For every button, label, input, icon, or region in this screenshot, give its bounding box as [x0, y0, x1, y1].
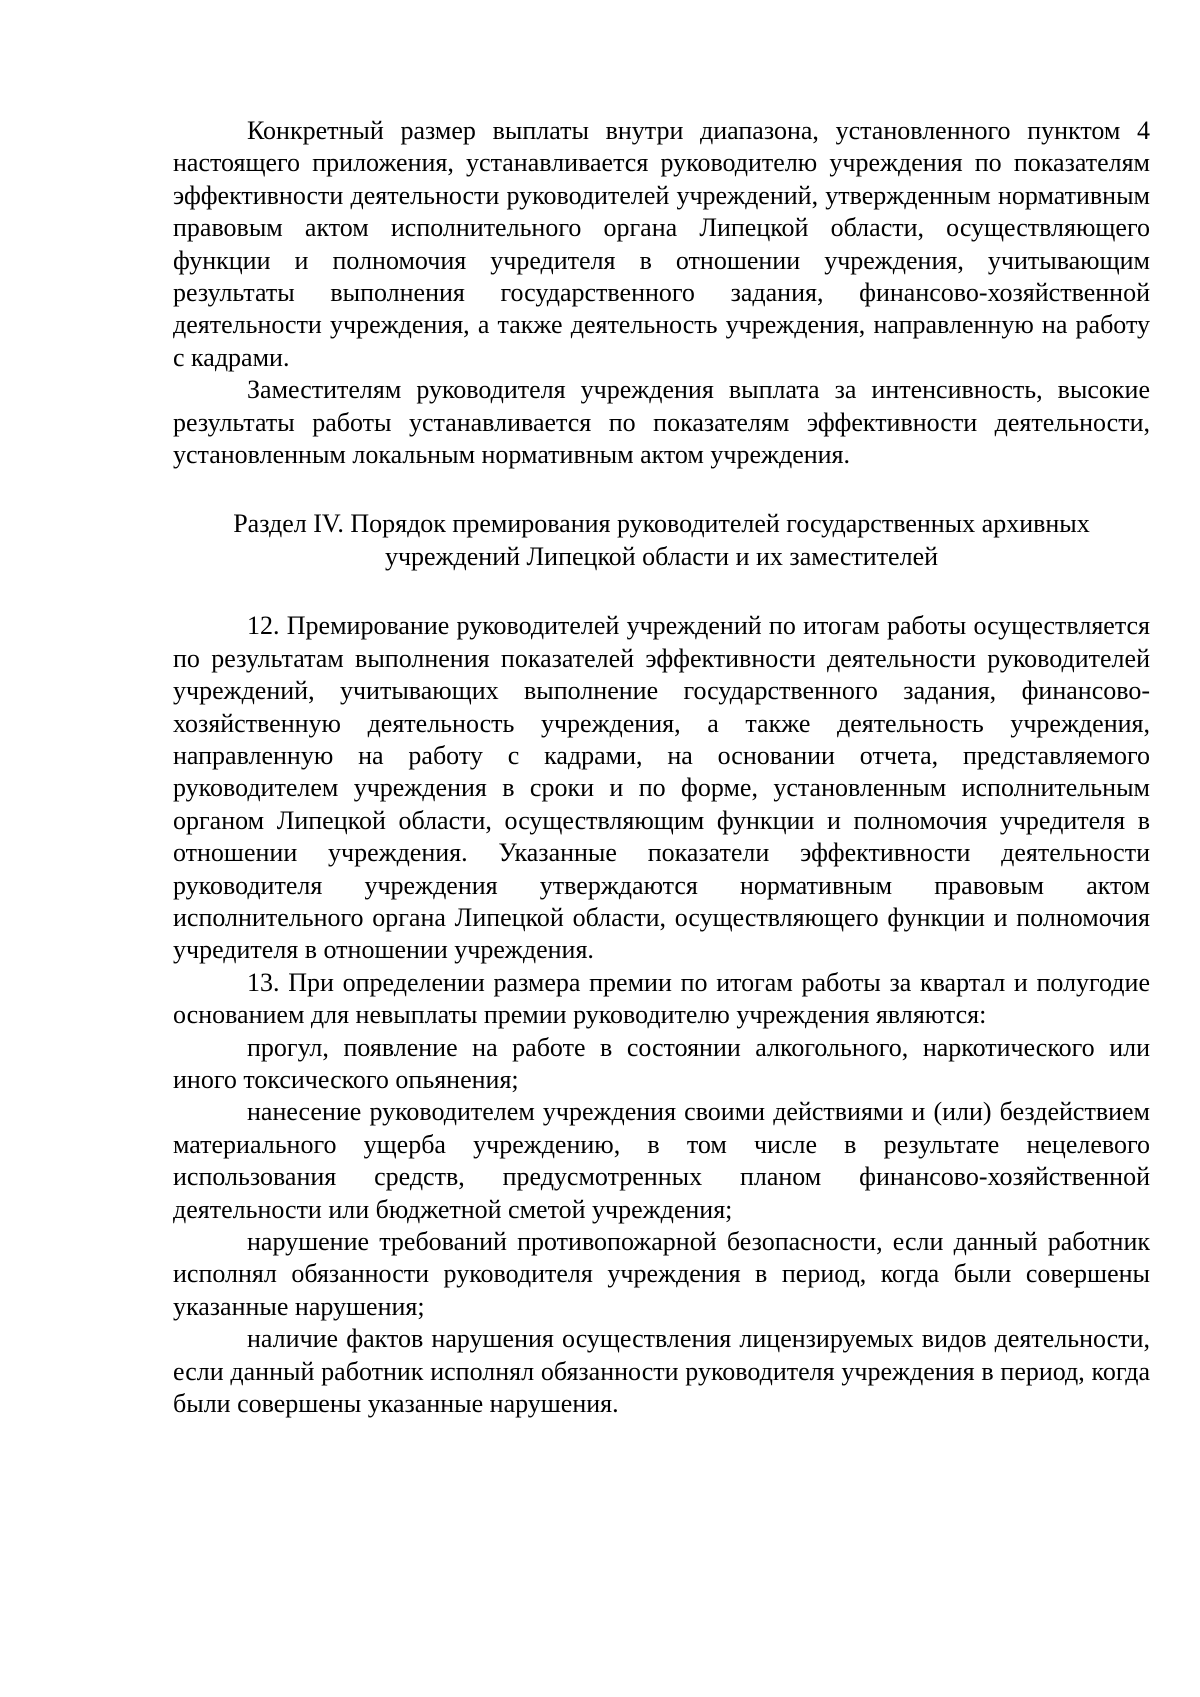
- list-item-fire-safety: нарушение требований противопожарной безопасности, если данный работник исполнял обязанности руководителя учреждения в период, когда были совершены указанные нарушения;: [173, 1227, 1150, 1321]
- section-heading-line-2: учреждений Липецкой области и их заместителей: [384, 541, 939, 571]
- section-heading: [173, 508, 1150, 573]
- paragraph-item-13: 13. При определении размера премии по итогам работы за квартал и полугодие основанием для невыплаты премии руководителю учреждения являются:: [173, 967, 1150, 1030]
- paragraph-payment-size: Конкретный размер выплаты внутри диапазона, установленного пунктом 4 настоящего приложения, устанавливается руководителю учреждения по показателям эффективности деятельности руководителей учреждений, утвержденным нормативным правовым актом исполнительного органа Липецкой области, осуществляющего функции и полномочия учредителя в отношении учреждения, учитывающим результаты выполнения государственного задания, финансово-хозяйственной деятельности учреждения, а также деятельность учреждения, направленную на работу с кадрами.: [173, 116, 1150, 372]
- document-page: [173, 115, 1150, 1420]
- list-item-damage: нанесение руководителем учреждения своими действиями и (или) бездействием материального ущерба учреждению, в том числе в результате нецелевого использования средств, предусмотренных планом финансово-хозяйственной деятельности или бюджетной сметой учреждения;: [173, 1097, 1150, 1224]
- list-item-licensing: наличие фактов нарушения осуществления лицензируемых видов деятельности, если данный работник исполнял обязанности руководителя учреждения в период, когда были совершены указанные нарушения.: [173, 1324, 1150, 1419]
- paragraph-deputies-payment: Заместителям руководителя учреждения выплата за интенсивность, высокие результаты работы устанавливается по показателям эффективности деятельности, установленным локальным нормативным актом учреждения.: [173, 375, 1150, 470]
- list-item-absence: прогул, появление на работе в состоянии алкогольного, наркотического или иного токсического опьянения;: [173, 1032, 1150, 1094]
- section-heading-line-1: Раздел IV. Порядок премирования руководителей государственных архивных: [233, 509, 1090, 539]
- paragraph-item-12: 12. Премирование руководителей учреждений по итогам работы осуществляется по результатам выполнения показателей эффективности деятельности руководителей учреждений, учитывающих выполнение государственного задания, финансово-хозяйственную деятельность учреждения, а также деятельность учреждения, направленную на работу с кадрами, на основании отчета, представляемого руководителем учреждения в сроки и по форме, установленным исполнительным органом Липецкой области, осуществляющим функции и полномочия учредителя в отношении учреждения. Указанные показатели эффективности деятельности руководителя учреждения утверждаются нормативным правовым актом исполнительного органа Липецкой области, осуществляющего функции и полномочия учредителя в отношении учреждения.: [173, 611, 1150, 965]
